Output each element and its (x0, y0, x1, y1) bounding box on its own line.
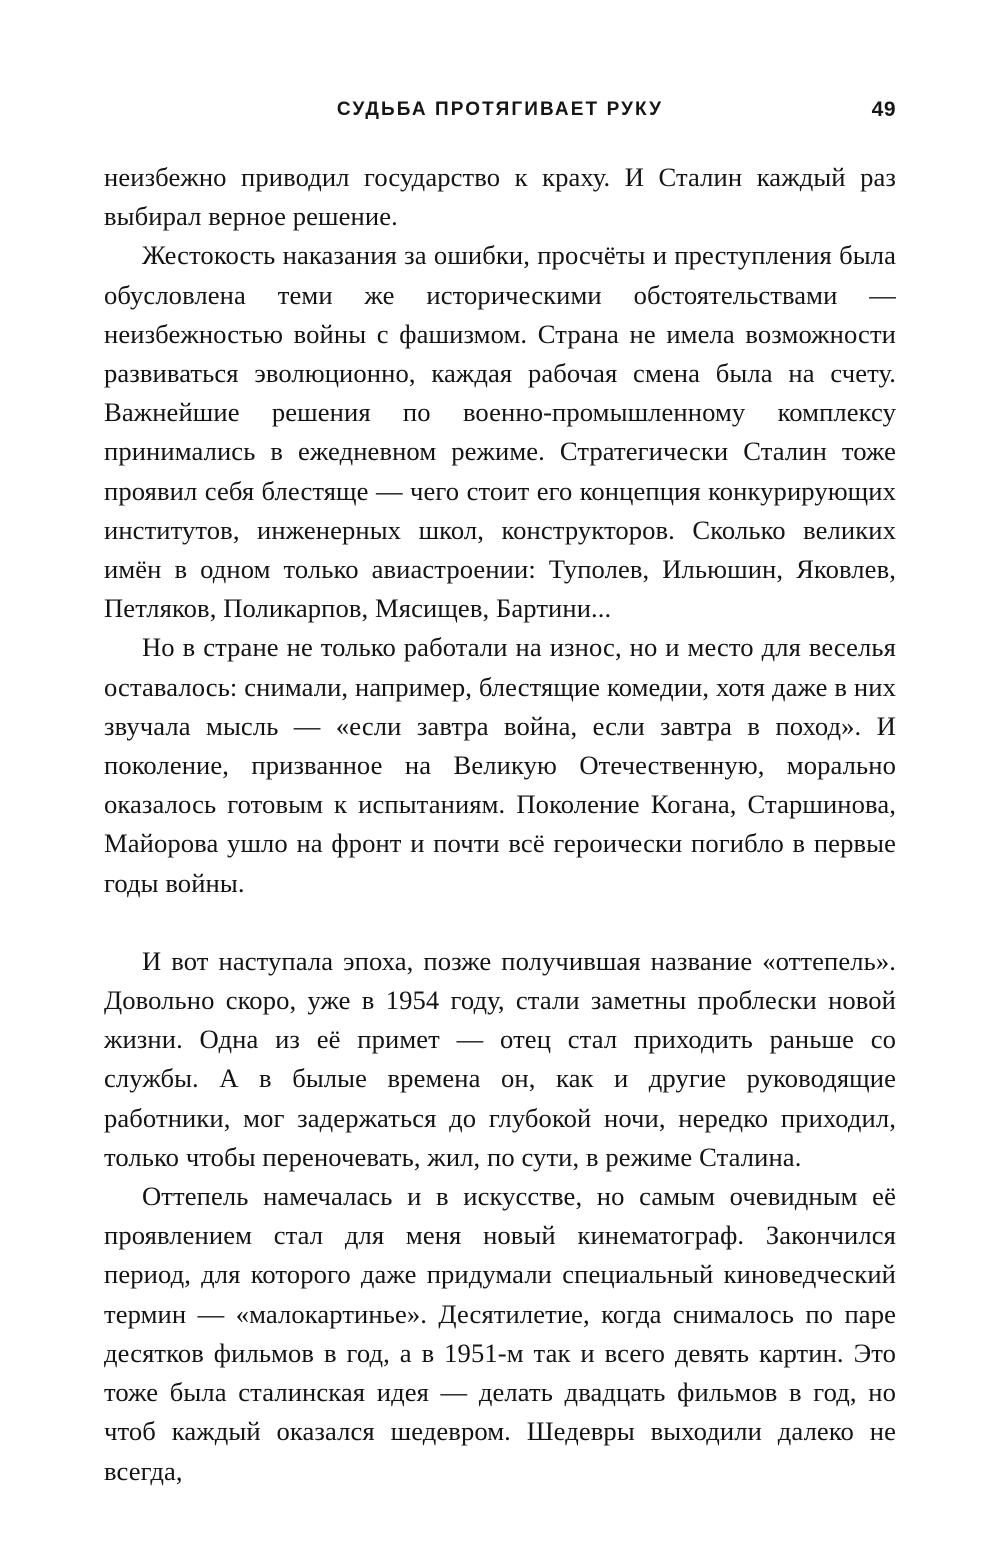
page-number: 49 (871, 98, 896, 121)
paragraph: Но в стране не только работали на износ, но и место для веселья оставалось: снимали, например, блестящие комедии, хотя даже в них звучала мысль — «если завтра война, если завтра в поход». И поколение, призванное на Великую Отечественную, морально оказалось готовым к испытаниям. Поколение Когана, Старшинова, Майорова ушло на фронт и почти всё героически погибло в первые годы войны. (104, 632, 896, 898)
body-text-column (104, 158, 896, 1491)
running-head-title: СУДЬБА ПРОТЯГИВАЕТ РУКУ (336, 99, 664, 120)
paragraph-break-spacer (104, 903, 896, 942)
paragraph: И вот наступала эпоха, позже получившая название «оттепель». Довольно скоро, уже в 1954 году, стали заметны проблески новой жизни. Одна из её примет — отец стал приходить раньше со службы. А в былые времена он, как и другие руководящие работники, мог задержаться до глубокой ночи, нередко приходил, только чтобы переночевать, жил, по сути, в режиме Сталина. (104, 945, 896, 1172)
paragraph-continued: неизбежно приводил государство к краху. И Сталин каждый раз выбирал верное решение. (104, 162, 896, 232)
running-head (104, 96, 896, 124)
paragraph: Жестокость наказания за ошибки, просчёты и преступления была обусловлена теми же историческими обстоятельствами — неизбежностью войны с фашизмом. Страна не имела возможности развиваться эволюционно, каждая рабочая смена была на счету. Важнейшие решения по военно-промышленному комплексу принимались в ежедневном режиме. Стратегически Сталин тоже проявил себя блестяще — чего стоит его концепция конкурирующих институтов, инженерных школ, конструкторов. Сколько великих имён в одном только авиастроении: Туполев, Ильюшин, Яковлев, Петляков, Поликарпов, Мясищев, Бартини... (104, 240, 896, 624)
paragraph: Оттепель намечалась и в искусстве, но самым очевидным её проявлением стал для меня новый кинематограф. Закончился период, для которого даже придумали специальный киноведческий термин — «малокартинье». Десятилетие, когда снималось по паре десятков фильмов в год, а в 1951-м так и всего девять картин. Это тоже была сталинская идея — делать двадцать фильмов в год, но чтоб каждый оказался шедевром. Шедевры выходили далеко не всегда, (104, 1181, 896, 1486)
